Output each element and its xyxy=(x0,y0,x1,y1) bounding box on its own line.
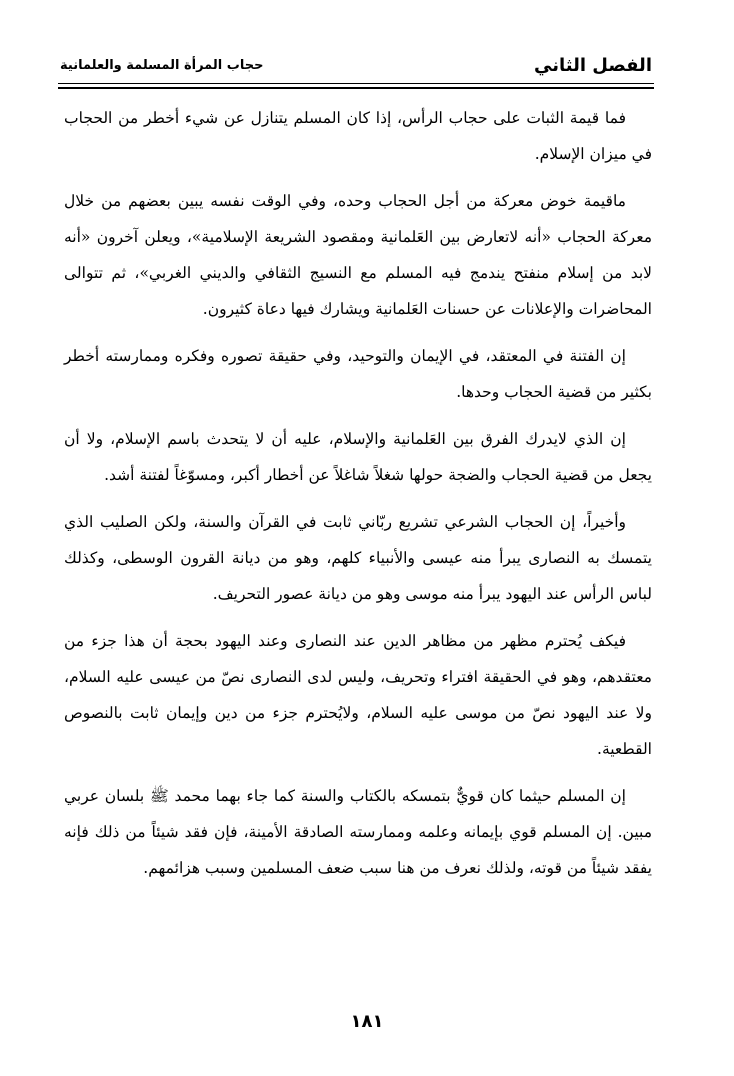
header-rule-thick xyxy=(58,87,654,89)
paragraph: إن الذي لايدرك الفرق بين العَلمانية والإسلام، عليه أن لا يتحدث باسم الإسلام، ولا أن يجعل من قضية الحجاب والضجة حولها شغلاً شاغلاً عن أخطار أكبر، ومسوّغاً لفتنة أشد. xyxy=(64,430,652,484)
chapter-title: الفصل الثاني xyxy=(534,55,652,76)
paragraph: ماقيمة خوض معركة من أجل الحجاب وحده، وفي الوقت نفسه يبين بعضهم من خلال معركة الحجاب «أنه لاتعارض بين العَلمانية ومقصود الشريعة الإسلامية»، ويعلن آخرون «أنه لابد من إسلام منفتح يندمج فيه المسلم مع النسيج الثقافي والديني الغربي»، ثم تتوالى المحاضرات والإعلانات عن حسنات العَلمانية ويشارك فيها دعاة كثيرون. xyxy=(64,192,652,318)
paragraph: فما قيمة الثبات على حجاب الرأس، إذا كان المسلم يتنازل عن شيء أخطر من الحجاب في ميزان الإسلام. xyxy=(64,109,652,163)
running-header xyxy=(58,50,654,84)
body-text xyxy=(64,100,652,897)
paragraph: وأخيراً، إن الحجاب الشرعي تشريع ربّاني ثابت في القرآن والسنة، ولكن الصليب الذي يتمسك به النصارى يبرأ منه عيسى والأنبياء كلهم، وهو من ديانة القرون الوسطى، وكذلك لباس الرأس عند اليهود يبرأ منه موسى وهو من ديانة عصور التحريف. xyxy=(64,513,652,603)
page-number: ١٨١ xyxy=(350,1011,384,1032)
header-rule xyxy=(58,83,654,84)
paragraph: إن المسلم حيثما كان قويٌّ بتمسكه بالكتاب والسنة كما جاء بهما محمد ﷺ بلسان عربي مبين. إن المسلم قوي بإيمانه وعلمه وممارسته الصادقة الأمينة، فإن فقد شيئاً من ذلك فإنه يفقد شيئاً من قوته، ولذلك نعرف من هنا سبب ضعف المسلمين وسبب هزائمهم. xyxy=(64,787,652,877)
paragraph: فيكف يُحترم مظهر من مظاهر الدين عند النصارى وعند اليهود بحجة أن هذا جزء من معتقدهم، وهو في الحقيقة افتراء وتحريف، وليس لدى النصارى نصّ من عيسى عليه السلام، ولا عند اليهود نصّ من موسى عليه السلام، ولايُحترم جزء من دين وإيمان ثابت بالنصوص القطعية. xyxy=(64,632,652,758)
paragraph: إن الفتنة في المعتقد، في الإيمان والتوحيد، وفي حقيقة تصوره وفكره وممارسته أخطر بكثير من قضية الحجاب وحدها. xyxy=(64,347,652,401)
book-title: حجاب المرأة المسلمة والعلمانية xyxy=(60,58,264,73)
